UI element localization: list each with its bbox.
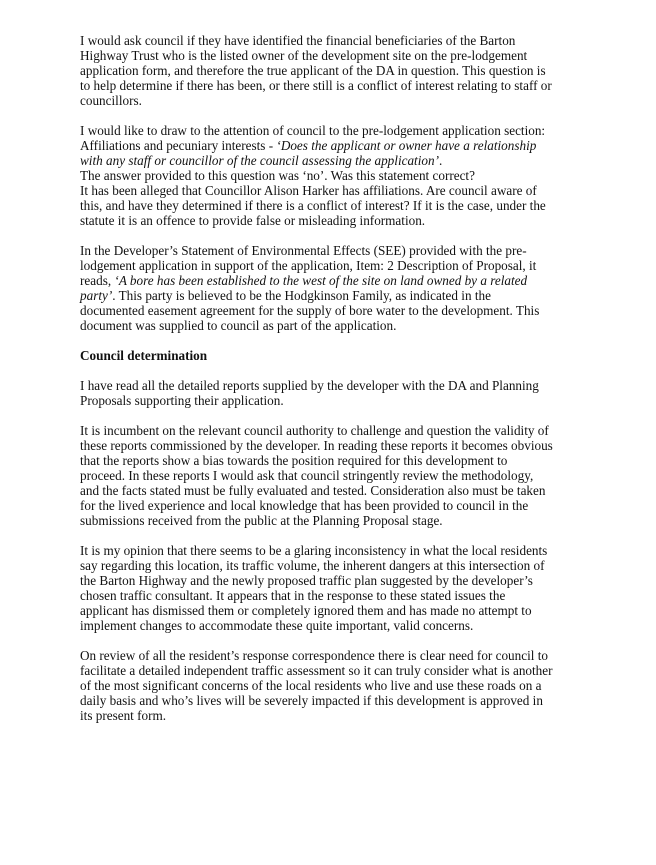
text-line: [80, 153, 586, 168]
paragraph-traffic-inconsistency: [80, 543, 586, 633]
text-line: councillors.: [80, 93, 142, 108]
text-line: In the Developer’s Statement of Environmental Effects (SEE) provided with the pre-: [80, 243, 527, 258]
text-line: It is my opinion that there seems to be a glaring inconsistency in what the local residents: [80, 543, 548, 558]
text-line: It is incumbent on the relevant council authority to challenge and question the validity of: [80, 423, 549, 438]
section-heading: Council determination: [80, 348, 208, 363]
document-body: [80, 33, 586, 738]
text-line: I would like to draw to the attention of council to the pre-lodgement application section:: [80, 123, 546, 138]
text-line: [80, 288, 586, 303]
paragraph-traffic-assessment: [80, 648, 586, 723]
text-line: of the most significant concerns of the local residents who live and use these roads on a: [80, 678, 542, 693]
paragraph-reports-read: [80, 378, 586, 408]
text-line: Proposals supporting their application.: [80, 393, 284, 408]
text-run: reads,: [80, 273, 115, 288]
text-line: that the reports show a bias towards the position required for this development to: [80, 453, 508, 468]
text-line: lodgement application in support of the application, Item: 2 Description of Proposal, it: [80, 258, 537, 273]
text-line: document was supplied to council as part of the application.: [80, 318, 397, 333]
paragraph-validity: [80, 423, 586, 528]
text-line: It has been alleged that Councillor Alison Harker has affiliations. Are council aware of: [80, 183, 537, 198]
text-line: daily basis and who’s lives will be severely impacted if this development is approved in: [80, 693, 543, 708]
text-run: . This party is believed to be the Hodgkinson Family, as indicated in the: [112, 288, 491, 303]
text-line: for the lived experience and local knowledge that has been provided to council in the: [80, 498, 529, 513]
text-line: proceed. In these reports I would ask that council stringently review the methodology,: [80, 468, 534, 483]
text-line: The answer provided to this question was ‘no’. Was this statement correct?: [80, 168, 475, 183]
text-line: these reports commissioned by the developer. In reading these reports it becomes obvious: [80, 438, 553, 453]
text-line: On review of all the resident’s response correspondence there is clear need for council to: [80, 648, 548, 663]
quoted-question: with any staff or councillor of the council assessing the application’: [80, 153, 439, 168]
paragraph-affiliations: [80, 123, 586, 228]
text-line: [80, 138, 586, 153]
text-line: application form, and therefore the true applicant of the DA in question. This question is: [80, 63, 546, 78]
text-line: implement changes to accommodate these quite important, valid concerns.: [80, 618, 474, 633]
paragraph-see-statement: [80, 243, 586, 333]
text-line: I would ask council if they have identified the financial beneficiaries of the Barton: [80, 33, 516, 48]
text-line: Highway Trust who is the listed owner of the development site on the pre-lodgement: [80, 48, 528, 63]
quoted-statement: party’: [80, 288, 113, 303]
text-run: .: [438, 153, 443, 168]
text-line: this, and have they determined if there is a conflict of interest? If it is the case, under the: [80, 198, 546, 213]
text-line: submissions received from the public at the Planning Proposal stage.: [80, 513, 443, 528]
text-line: its present form.: [80, 708, 167, 723]
text-line: the Barton Highway and the newly proposed traffic plan suggested by the developer’s: [80, 573, 533, 588]
text-line: I have read all the detailed reports supplied by the developer with the DA and Planning: [80, 378, 539, 393]
text-line: documented easement agreement for the supply of bore water to the development. This: [80, 303, 540, 318]
quoted-statement: ‘A bore has been established to the west of the site on land owned by a related: [114, 273, 528, 288]
text-line: chosen traffic consultant. It appears that in the response to these stated issues the: [80, 588, 506, 603]
text-line: [80, 273, 586, 288]
text-line: facilitate a detailed independent traffic assessment so it can truly consider what is another: [80, 663, 553, 678]
quoted-question: ‘Does the applicant or owner have a relationship: [276, 138, 537, 153]
text-line: to help determine if there has been, or there still is a conflict of interest relating to staff or: [80, 78, 552, 93]
text-line: applicant has dismissed them or completely ignored them and has made no attempt to: [80, 603, 532, 618]
text-line: say regarding this location, its traffic volume, the inherent dangers at this intersection of: [80, 558, 545, 573]
text-run: Affiliations and pecuniary interests -: [80, 138, 277, 153]
paragraph-beneficiaries: [80, 33, 586, 108]
text-line: and the facts stated must be fully evaluated and tested. Consideration also must be taken: [80, 483, 546, 498]
text-line: statute it is an offence to provide false or misleading information.: [80, 213, 426, 228]
